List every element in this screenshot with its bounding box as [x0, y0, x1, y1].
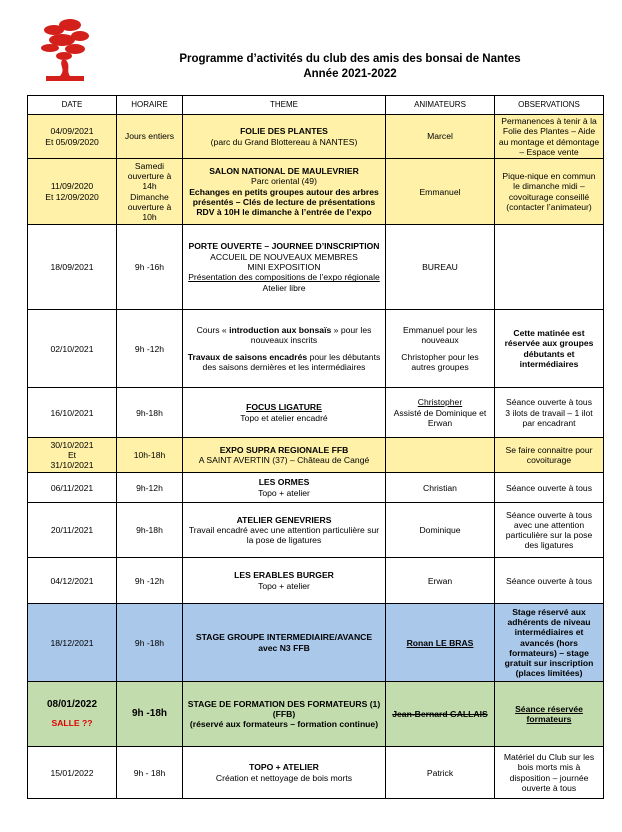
cell-horaire: 9h-18h: [117, 388, 183, 438]
cell-horaire: 10h-18h: [117, 438, 183, 473]
cell-horaire: 9h -18h: [117, 604, 183, 682]
bonsai-logo-icon: [40, 16, 90, 82]
cell-observations: Séance ouverte à tous 3 ilots de travail – 1 ilot par encadrant: [495, 388, 604, 438]
cell-observations: Séance ouverte à tous avec une attention particulière sur la pose des ligatures: [495, 503, 604, 558]
date-note: SALLE ??: [51, 718, 93, 729]
cell-date: 06/11/2021: [28, 473, 117, 503]
cell-animateurs: Ronan LE BRAS: [386, 604, 495, 682]
cell-animateurs: [386, 310, 495, 388]
cell-theme: [183, 225, 386, 310]
cell-observations: [495, 225, 604, 310]
page-title: [160, 52, 540, 82]
cell-horaire: Samedi ouverture à 14h Dimanche ouverture à 10h: [117, 159, 183, 225]
table-header-row: [28, 96, 604, 115]
cell-horaire: 9h-12h: [117, 473, 183, 503]
cell-theme: [183, 747, 386, 799]
cell-horaire: Jours entiers: [117, 115, 183, 159]
table-row: [28, 604, 604, 682]
theme-title: FOCUS LIGATURE: [246, 402, 322, 413]
theme-title: PORTE OUVERTE – JOURNEE D’INSCRIPTION: [188, 241, 380, 252]
theme-detail: Echanges en petits groupes autour des arbres présentés – Clés de lecture de présentations: [189, 186, 379, 207]
theme-line: Atelier libre: [262, 282, 306, 293]
theme-sub: Topo + atelier: [258, 487, 310, 498]
cell-observations: Séance réservée formateurs: [495, 682, 604, 747]
theme-rdv: RDV à 10H le dimanche à l’entrée de l’expo: [196, 207, 372, 218]
cell-animateurs: [386, 388, 495, 438]
cell-animateurs: Patrick: [386, 747, 495, 799]
cell-theme: STAGE GROUPE INTERMEDIAIRE/AVANCE avec N3 FFB: [183, 604, 386, 682]
cell-theme: [183, 159, 386, 225]
cell-horaire: 9h -16h: [117, 225, 183, 310]
theme-sub: Topo + atelier: [258, 580, 310, 591]
animateur-line: Assisté de Dominique et Erwan: [393, 407, 487, 428]
theme-title: ATELIER GENEVRIERS: [236, 514, 332, 525]
cell-theme: [183, 558, 386, 604]
table-row: [28, 115, 604, 159]
theme-sub: (parc du Grand Blottereau à NANTES): [210, 136, 358, 147]
cell-date: 11/09/2020 Et 12/09/2020: [28, 159, 117, 225]
cell-date: 16/10/2021: [28, 388, 117, 438]
theme-course: [186, 325, 382, 346]
animateur-name: Christopher: [417, 397, 463, 408]
cell-theme: [183, 310, 386, 388]
header-animateurs: ANIMATEURS: [386, 96, 495, 115]
title-line-2: Année 2021-2022: [303, 68, 397, 80]
cell-animateurs: [386, 438, 495, 473]
cell-animateurs: Erwan: [386, 558, 495, 604]
title-line-1: Programme d’activités du club des amis des bonsai de Nantes: [179, 53, 521, 65]
theme-text-bold: introduction aux bonsaïs: [229, 324, 332, 335]
cell-observations: Permanences à tenir à la Folie des Plantes – Aide au montage et démontage – Espace vente: [495, 115, 604, 159]
theme-line: Présentation des compositions de l’expo régionale: [188, 272, 380, 283]
cell-horaire: 9h -12h: [117, 310, 183, 388]
cell-theme: [183, 503, 386, 558]
table-row: [28, 682, 604, 747]
cell-animateurs: Jean-Bernard GALLAIS: [386, 682, 495, 747]
theme-title: TOPO + ATELIER: [249, 762, 319, 773]
theme-line: MINI EXPOSITION: [247, 262, 321, 273]
cell-date: 15/01/2022: [28, 747, 117, 799]
theme-text: » pour les nouveaux inscrits: [250, 324, 372, 345]
table-row: [28, 438, 604, 473]
cell-date: 04/09/2021 Et 05/09/2020: [28, 115, 117, 159]
table-row: [28, 388, 604, 438]
theme-title: LES ORMES: [258, 477, 310, 488]
table-row: [28, 159, 604, 225]
table-row: [28, 473, 604, 503]
theme-works: [186, 352, 382, 373]
table-row: [28, 225, 604, 310]
cell-theme: [183, 115, 386, 159]
cell-animateurs: Emmanuel: [386, 159, 495, 225]
cell-observations: Séance ouverte à tous: [495, 558, 604, 604]
table-row: [28, 310, 604, 388]
cell-date: 30/10/2021 Et 31/10/2021: [28, 438, 117, 473]
cell-observations: Se faire connaitre pour covoiturage: [495, 438, 604, 473]
header-date: DATE: [28, 96, 117, 115]
theme-title: SALON NATIONAL DE MAULEVRIER: [209, 165, 359, 176]
cell-observations: Stage réservé aux adhérents de niveau intermédiaires et avancés (hors formateurs) – stage gratuit sur inscription (places limitées): [495, 604, 604, 682]
theme-sub: Parc oriental (49): [251, 176, 317, 187]
cell-date: 18/09/2021: [28, 225, 117, 310]
cell-horaire: 9h - 18h: [117, 747, 183, 799]
theme-title: EXPO SUPRA REGIONALE FFB: [219, 444, 349, 455]
cell-date: 02/10/2021: [28, 310, 117, 388]
cell-date: 18/12/2021: [28, 604, 117, 682]
activities-table: [27, 95, 604, 799]
theme-text: pour les débutants des saisons dernières et les intermédiaires: [202, 352, 381, 373]
theme-title: LES ERABLES BURGER: [234, 570, 334, 581]
theme-sub: Topo et atelier encadré: [240, 412, 328, 423]
cell-horaire: 9h-18h: [117, 503, 183, 558]
theme-sub: A SAINT AVERTIN (37) – Château de Cangé: [198, 455, 370, 466]
cell-date: 04/12/2021: [28, 558, 117, 604]
cell-observations: Séance ouverte à tous: [495, 473, 604, 503]
theme-text: Cours «: [196, 324, 230, 335]
cell-date: [28, 682, 117, 747]
cell-theme: [183, 473, 386, 503]
cell-observations: Matériel du Club sur les bois morts mis à disposition – journée ouverte à tous: [495, 747, 604, 799]
animateur-line: Emmanuel pour les nouveaux: [402, 324, 478, 345]
theme-sub: (réservé aux formateurs – formation continue): [189, 719, 379, 730]
table-row: [28, 503, 604, 558]
cell-observations: Pique-nique en commun le dimanche midi – covoiturage conseillé (contacter l’animateur): [495, 159, 604, 225]
cell-theme: [183, 682, 386, 747]
cell-date: 20/11/2021: [28, 503, 117, 558]
table-row: [28, 747, 604, 799]
cell-observations: Cette matinée est réservée aux groupes débutants et intermédiaires: [495, 310, 604, 388]
cell-animateurs: Dominique: [386, 503, 495, 558]
theme-text-bold: Travaux de saisons encadrés: [187, 352, 308, 363]
date-value: 08/01/2022: [46, 698, 98, 710]
cell-theme: [183, 438, 386, 473]
cell-horaire: 9h -12h: [117, 558, 183, 604]
theme-sub: Création et nettoyage de bois morts: [215, 772, 353, 783]
header-theme: THEME: [183, 96, 386, 115]
table-row: [28, 558, 604, 604]
cell-animateurs: Marcel: [386, 115, 495, 159]
animateur-line: Christopher pour les autres groupes: [401, 352, 479, 373]
theme-title: FOLIE DES PLANTES: [240, 126, 328, 137]
theme-sub: Travail encadré avec une attention particulière sur la pose de ligatures: [188, 525, 380, 546]
header-horaire: HORAIRE: [117, 96, 183, 115]
cell-horaire: 9h -18h: [117, 682, 183, 747]
theme-title: STAGE DE FORMATION DES FORMATEURS (1) (FFB): [187, 698, 381, 720]
header-observations: OBSERVATIONS: [495, 96, 604, 115]
cell-animateurs: Christian: [386, 473, 495, 503]
theme-line: ACCUEIL DE NOUVEAUX MEMBRES: [210, 251, 358, 262]
cell-theme: [183, 388, 386, 438]
cell-animateurs: BUREAU: [386, 225, 495, 310]
